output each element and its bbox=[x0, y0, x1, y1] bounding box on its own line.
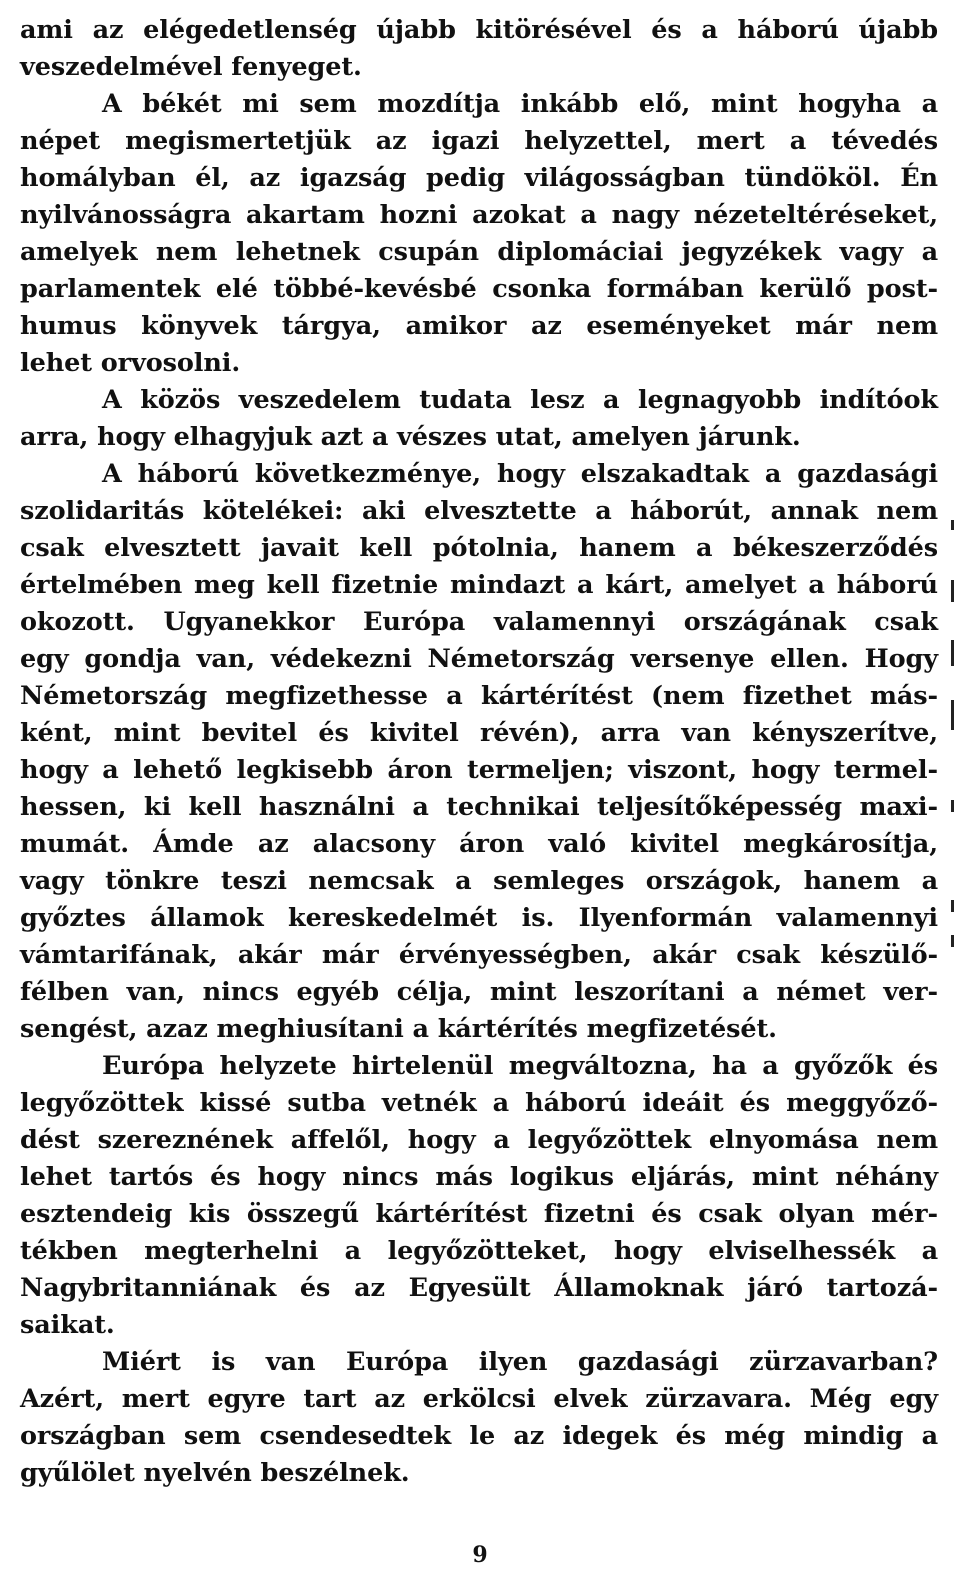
margin-mark bbox=[951, 580, 954, 602]
text-line: vagy tönkre teszi nemcsak a semleges országok, hanem a bbox=[20, 866, 938, 896]
text-line: értelmében meg kell fizetnie mindazt a kárt, amelyet a háború bbox=[20, 570, 938, 600]
margin-mark bbox=[951, 700, 954, 730]
text-line: csak elvesztett javait kell pótolnia, hanem a békeszerződés bbox=[20, 533, 938, 563]
text-line: okozott. Ugyanekkor Európa valamennyi országának csak bbox=[20, 607, 938, 637]
text-line: esztendeig kis összegű kártérítést fizetni és csak olyan mér- bbox=[20, 1199, 938, 1229]
text-line: hogy a lehető legkisebb áron termeljen; viszont, hogy termel- bbox=[20, 755, 938, 785]
text-line: ami az elégedetlenség újabb kitörésével és a háború újabb bbox=[20, 15, 938, 45]
text-line: félben van, nincs egyéb célja, mint leszorítani a német ver- bbox=[20, 977, 938, 1007]
text-line: hessen, ki kell használni a technikai teljesítőképesség maxi- bbox=[20, 792, 938, 822]
margin-mark bbox=[951, 800, 954, 812]
text-line: homályban él, az igazság pedig világosságban tündököl. Én bbox=[20, 163, 938, 193]
text-line: A háború következménye, hogy elszakadtak a gazdasági bbox=[102, 459, 938, 489]
text-line: parlamentek elé többé-kevésbé csonka formában kerülő post- bbox=[20, 274, 938, 304]
text-line: szolidaritás kötelékei: aki elvesztette a háborút, annak nem bbox=[20, 496, 938, 526]
text-line: ként, mint bevitel és kivitel révén), arra van kényszerítve, bbox=[20, 718, 938, 748]
text-line: vámtarifának, akár már érvényességben, akár csak készülő- bbox=[20, 940, 938, 970]
text-line: gyűlölet nyelvén beszélnek. bbox=[20, 1458, 410, 1488]
text-line: arra, hogy elhagyjuk azt a vészes utat, amelyen járunk. bbox=[20, 422, 801, 452]
margin-mark bbox=[951, 520, 954, 530]
text-line: Európa helyzete hirtelenül megváltozna, ha a győzők és bbox=[102, 1051, 938, 1081]
text-line: sengést, azaz meghiusítani a kártérítés megfizetését. bbox=[20, 1014, 777, 1044]
text-line: saikat. bbox=[20, 1310, 115, 1340]
text-line: A békét mi sem mozdítja inkább elő, mint hogyha a bbox=[102, 89, 938, 119]
text-line: Nagybritanniának és az Egyesült Államoknak járó tartozá- bbox=[20, 1273, 938, 1303]
text-line: amelyek nem lehetnek csupán diplomáciai jegyzékek vagy a bbox=[20, 237, 938, 267]
margin-mark bbox=[951, 640, 954, 666]
body-text bbox=[20, 12, 938, 1492]
text-line: népet megismertetjük az igazi helyzettel, mert a tévedés bbox=[20, 126, 938, 156]
text-line: tékben megterhelni a legyőzötteket, hogy elviselhessék a bbox=[20, 1236, 938, 1266]
text-line: egy gondja van, védekezni Németország versenye ellen. Hogy bbox=[20, 644, 938, 674]
text-line: országban sem csendesedtek le az idegek és még mindig a bbox=[20, 1421, 938, 1451]
text-line: Németország megfizethesse a kártérítést (nem fizethet más- bbox=[20, 681, 938, 711]
margin-mark bbox=[951, 900, 954, 912]
text-line: A közös veszedelem tudata lesz a legnagyobb indítóok bbox=[102, 385, 938, 415]
text-line: Miért is van Európa ilyen gazdasági zürzavarban? bbox=[102, 1347, 938, 1377]
text-line: legyőzöttek kissé sutba vetnék a háború ideáit és meggyőző- bbox=[20, 1088, 938, 1118]
text-line: veszedelmével fenyeget. bbox=[20, 52, 362, 82]
page-number: 9 bbox=[472, 1542, 488, 1568]
text-line: lehet orvosolni. bbox=[20, 348, 241, 378]
text-line: mumát. Ámde az alacsony áron való kivitel megkárosítja, bbox=[20, 829, 938, 859]
text-line: humus könyvek tárgya, amikor az eseményeket már nem bbox=[20, 311, 938, 341]
text-line: győztes államok kereskedelmét is. Ilyenformán valamennyi bbox=[20, 903, 938, 933]
text-line: nyilvánosságra akartam hozni azokat a nagy nézeteltéréseket, bbox=[20, 200, 938, 230]
margin-mark bbox=[951, 935, 954, 947]
text-line: dést szereznének affelől, hogy a legyőzöttek elnyomása nem bbox=[20, 1125, 938, 1155]
text-line: lehet tartós és hogy nincs más logikus eljárás, mint néhány bbox=[20, 1162, 938, 1192]
text-line: Azért, mert egyre tart az erkölcsi elvek zürzavara. Még egy bbox=[20, 1384, 938, 1414]
